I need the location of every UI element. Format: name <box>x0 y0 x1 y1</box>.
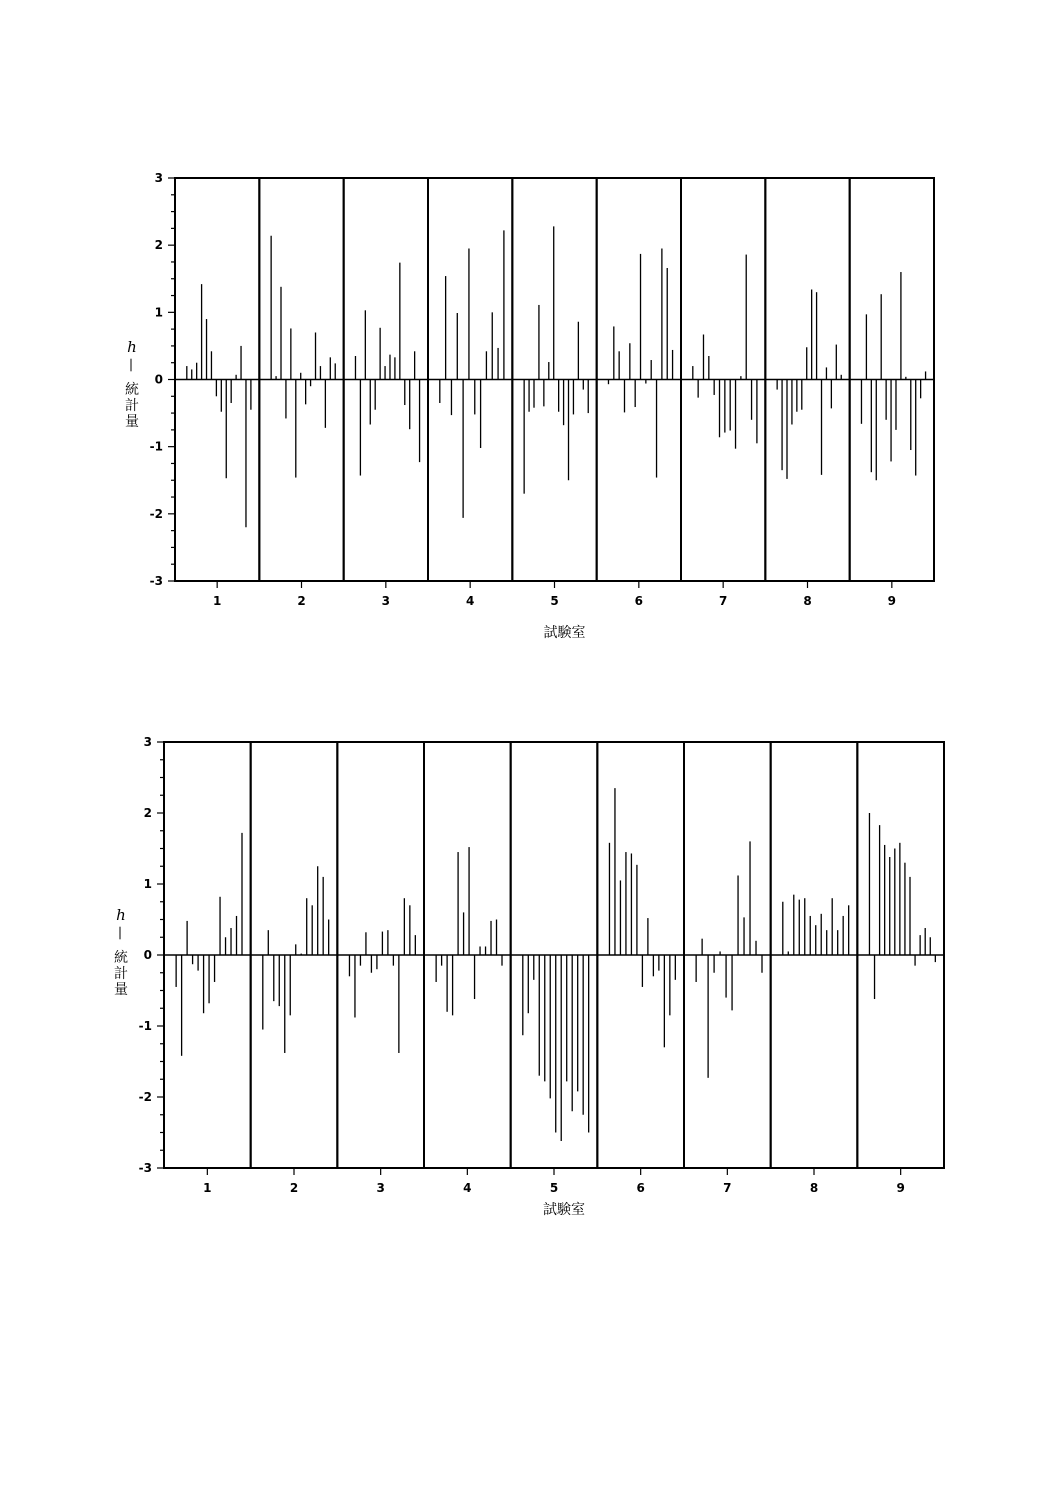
x-tick-label: 3 <box>381 594 391 608</box>
y-axis-title-char: 計 <box>125 398 139 414</box>
y-tick-label: 2 <box>143 806 152 820</box>
x-tick-label: 5 <box>549 1181 559 1195</box>
y-axis-title-char: 量 <box>114 982 128 998</box>
x-tick-label: 1 <box>203 1181 212 1195</box>
x-tick-label: 4 <box>465 594 475 608</box>
chart-1 <box>123 171 934 641</box>
y-tick-label: 0 <box>154 372 163 387</box>
y-tick-label: -2 <box>149 506 163 521</box>
y-tick-label: -1 <box>138 1019 152 1033</box>
x-tick-label: 4 <box>463 1181 472 1195</box>
y-tick-label: -3 <box>138 1161 152 1175</box>
x-tick-label: 5 <box>550 594 559 608</box>
x-tick-label: 8 <box>809 1181 819 1195</box>
y-axis-title-symbol: h <box>116 906 126 924</box>
x-tick-label: 6 <box>634 594 644 608</box>
x-tick-label: 6 <box>636 1181 645 1195</box>
y-axis-title-char: 統 <box>114 950 128 966</box>
y-axis-title-char: 統 <box>125 382 139 398</box>
x-tick-label: 7 <box>718 594 728 608</box>
x-tick-label: 9 <box>896 1181 905 1195</box>
y-tick-label: 3 <box>143 735 152 749</box>
y-axis-title-symbol: h <box>127 338 137 356</box>
x-tick-label: 3 <box>376 1181 385 1195</box>
x-tick-label: 9 <box>887 594 897 608</box>
y-tick-label: 0 <box>143 948 152 962</box>
y-axis-title-char: 量 <box>125 414 139 430</box>
x-tick-label: 8 <box>803 594 812 608</box>
x-axis-title: 試験室 <box>543 1202 585 1218</box>
y-axis-title-dash: — <box>112 926 128 940</box>
x-axis-title: 試験室 <box>543 625 586 641</box>
y-tick-label: 1 <box>154 305 163 320</box>
y-tick-label: 1 <box>143 877 152 891</box>
y-tick-label: 2 <box>154 238 163 253</box>
y-tick-label: -2 <box>138 1090 152 1104</box>
y-axis-title-char: 計 <box>114 966 128 982</box>
chart-2 <box>112 735 944 1218</box>
x-tick-label: 2 <box>289 1181 299 1195</box>
x-tick-label: 7 <box>723 1181 732 1195</box>
y-tick-label: -1 <box>149 439 163 454</box>
y-tick-label: -3 <box>149 574 163 588</box>
x-tick-label: 2 <box>297 594 306 608</box>
x-tick-label: 1 <box>212 594 222 608</box>
y-axis-title-dash: — <box>123 358 139 372</box>
y-tick-label: 3 <box>154 171 163 185</box>
